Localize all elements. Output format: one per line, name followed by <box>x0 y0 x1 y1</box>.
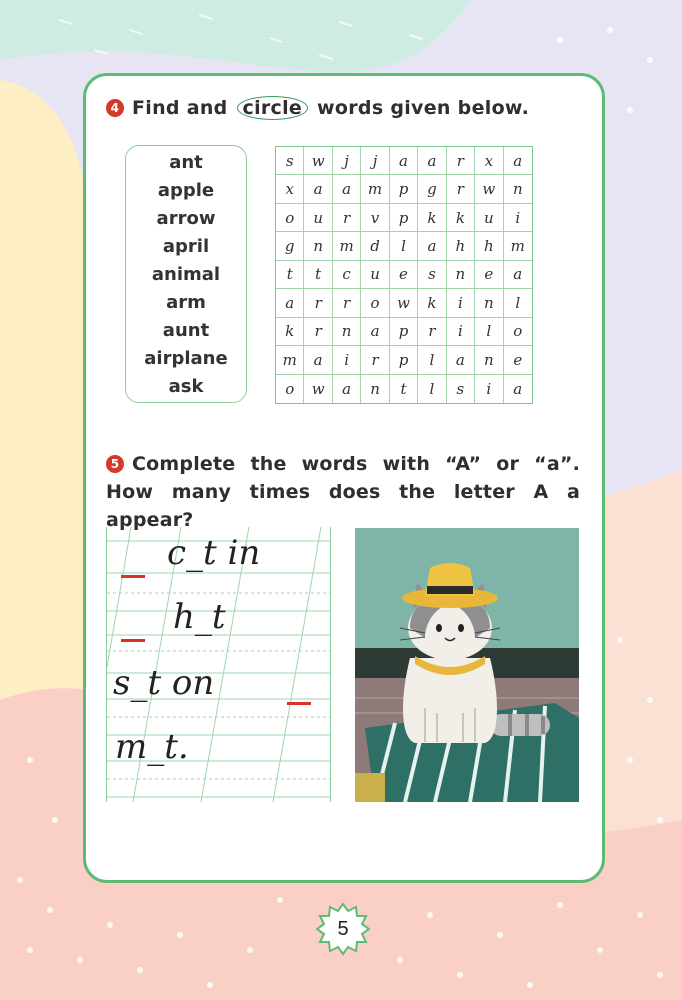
grid-cell[interactable]: e <box>504 346 532 374</box>
grid-cell[interactable]: a <box>418 147 446 175</box>
grid-cell[interactable]: a <box>276 289 304 317</box>
task-5-number-badge: 5 <box>106 455 124 473</box>
cat-illustration <box>355 528 579 802</box>
grid-cell[interactable]: k <box>418 204 446 232</box>
grid-cell[interactable]: o <box>276 204 304 232</box>
grid-cell[interactable]: w <box>304 147 332 175</box>
word-list-box <box>125 145 247 403</box>
grid-cell[interactable]: m <box>504 232 532 260</box>
answer-blank[interactable] <box>121 639 145 642</box>
word-list-item: airplane <box>144 348 228 369</box>
grid-cell[interactable]: a <box>304 346 332 374</box>
word-list-item: arm <box>166 292 206 313</box>
grid-cell[interactable]: e <box>475 261 503 289</box>
grid-cell[interactable]: s <box>276 147 304 175</box>
cursive-line-1: c_t in <box>167 533 261 573</box>
grid-cell[interactable]: k <box>276 318 304 346</box>
grid-cell[interactable]: u <box>475 204 503 232</box>
grid-cell[interactable]: p <box>390 318 418 346</box>
grid-cell[interactable]: l <box>504 289 532 317</box>
grid-cell[interactable]: u <box>304 204 332 232</box>
word-list-item: april <box>162 236 210 257</box>
word-search-grid[interactable] <box>275 146 533 404</box>
grid-cell[interactable]: k <box>418 289 446 317</box>
page-number: 5 <box>337 918 349 940</box>
grid-cell[interactable]: l <box>390 232 418 260</box>
handwriting-lines-panel <box>106 527 331 802</box>
grid-cell[interactable]: e <box>390 261 418 289</box>
grid-cell[interactable]: u <box>361 261 389 289</box>
grid-cell[interactable]: x <box>276 175 304 203</box>
word-list-item: arrow <box>156 208 216 229</box>
grid-cell[interactable]: p <box>390 346 418 374</box>
grid-cell[interactable]: a <box>418 232 446 260</box>
grid-cell[interactable]: w <box>304 375 332 403</box>
grid-cell[interactable]: a <box>447 346 475 374</box>
grid-cell[interactable]: w <box>390 289 418 317</box>
grid-cell[interactable]: i <box>447 318 475 346</box>
grid-cell[interactable]: p <box>390 175 418 203</box>
grid-cell[interactable]: i <box>447 289 475 317</box>
grid-cell[interactable]: g <box>418 175 446 203</box>
grid-cell[interactable]: m <box>276 346 304 374</box>
grid-cell[interactable]: a <box>504 147 532 175</box>
grid-cell[interactable]: s <box>418 261 446 289</box>
grid-cell[interactable]: d <box>361 232 389 260</box>
grid-cell[interactable]: j <box>361 147 389 175</box>
grid-cell[interactable]: r <box>447 147 475 175</box>
grid-cell[interactable]: n <box>475 346 503 374</box>
grid-cell[interactable]: l <box>475 318 503 346</box>
grid-cell[interactable]: k <box>447 204 475 232</box>
grid-cell[interactable]: a <box>333 375 361 403</box>
answer-blank[interactable] <box>287 702 311 705</box>
grid-cell[interactable]: t <box>304 261 332 289</box>
grid-cell[interactable]: n <box>361 375 389 403</box>
grid-cell[interactable]: r <box>418 318 446 346</box>
grid-cell[interactable]: a <box>504 261 532 289</box>
word-list-item: ask <box>168 376 204 397</box>
grid-cell[interactable]: a <box>513 379 523 398</box>
task-4-title <box>106 96 529 120</box>
grid-cell[interactable]: n <box>304 232 332 260</box>
cursive-line-3: s_t on <box>113 663 215 703</box>
grid-cell[interactable]: r <box>304 289 332 317</box>
grid-cell[interactable]: h <box>447 232 475 260</box>
grid-cell[interactable]: n <box>333 318 361 346</box>
grid-cell[interactable]: a <box>304 175 332 203</box>
grid-cell[interactable]: n <box>447 261 475 289</box>
grid-cell[interactable]: h <box>475 232 503 260</box>
grid-cell[interactable]: r <box>361 346 389 374</box>
grid-cell[interactable]: w <box>475 175 503 203</box>
cursive-line-4: m_t. <box>115 727 189 767</box>
task-4-number-badge: 4 <box>106 99 124 117</box>
answer-blank[interactable] <box>121 575 145 578</box>
word-list-item: apple <box>157 180 215 201</box>
grid-cell[interactable]: r <box>304 318 332 346</box>
grid-cell[interactable]: a <box>390 147 418 175</box>
grid-cell[interactable]: n <box>504 175 532 203</box>
word-list-item: ant <box>169 152 203 173</box>
word-list-item: aunt <box>162 320 210 341</box>
grid-cell[interactable]: n <box>475 289 503 317</box>
task-5-title: Complete the words with “A” or “a”. How many times does the letter A a appear? <box>106 453 580 531</box>
task-4-title-start: Find and <box>132 97 228 119</box>
task-4-title-end: words given below. <box>317 97 530 119</box>
grid-cell[interactable]: l <box>418 346 446 374</box>
grid-cell[interactable]: m <box>333 232 361 260</box>
grid-cell[interactable]: j <box>333 147 361 175</box>
grid-cell[interactable]: v <box>361 204 389 232</box>
grid-cell[interactable]: a <box>361 318 389 346</box>
grid-cell[interactable]: s <box>447 375 475 403</box>
grid-cell[interactable]: c <box>333 261 361 289</box>
grid-cell[interactable]: g <box>276 232 304 260</box>
grid-cell[interactable]: a <box>333 175 361 203</box>
grid-cell[interactable]: i <box>504 204 532 232</box>
grid-cell[interactable]: i <box>333 346 361 374</box>
grid-cell[interactable]: t <box>390 375 418 403</box>
grid-cell[interactable]: t <box>276 261 304 289</box>
grid-cell[interactable]: r <box>447 175 475 203</box>
grid-cell[interactable]: o <box>504 318 532 346</box>
grid-cell[interactable]: o <box>276 375 304 403</box>
grid-cell[interactable]: p <box>390 204 418 232</box>
grid-cell[interactable]: l <box>418 375 446 403</box>
grid-cell[interactable]: o <box>361 289 389 317</box>
word-list-item: animal <box>151 264 221 285</box>
grid-cell[interactable]: i <box>475 375 503 403</box>
circled-word: circle <box>237 96 309 120</box>
grid-cell[interactable]: x <box>475 147 503 175</box>
grid-cell[interactable]: r <box>333 204 361 232</box>
task-5-question <box>106 450 580 534</box>
cursive-line-2: h_t <box>173 597 226 637</box>
grid-cell[interactable]: r <box>333 289 361 317</box>
grid-cell[interactable]: m <box>361 175 389 203</box>
word-list <box>126 146 246 401</box>
